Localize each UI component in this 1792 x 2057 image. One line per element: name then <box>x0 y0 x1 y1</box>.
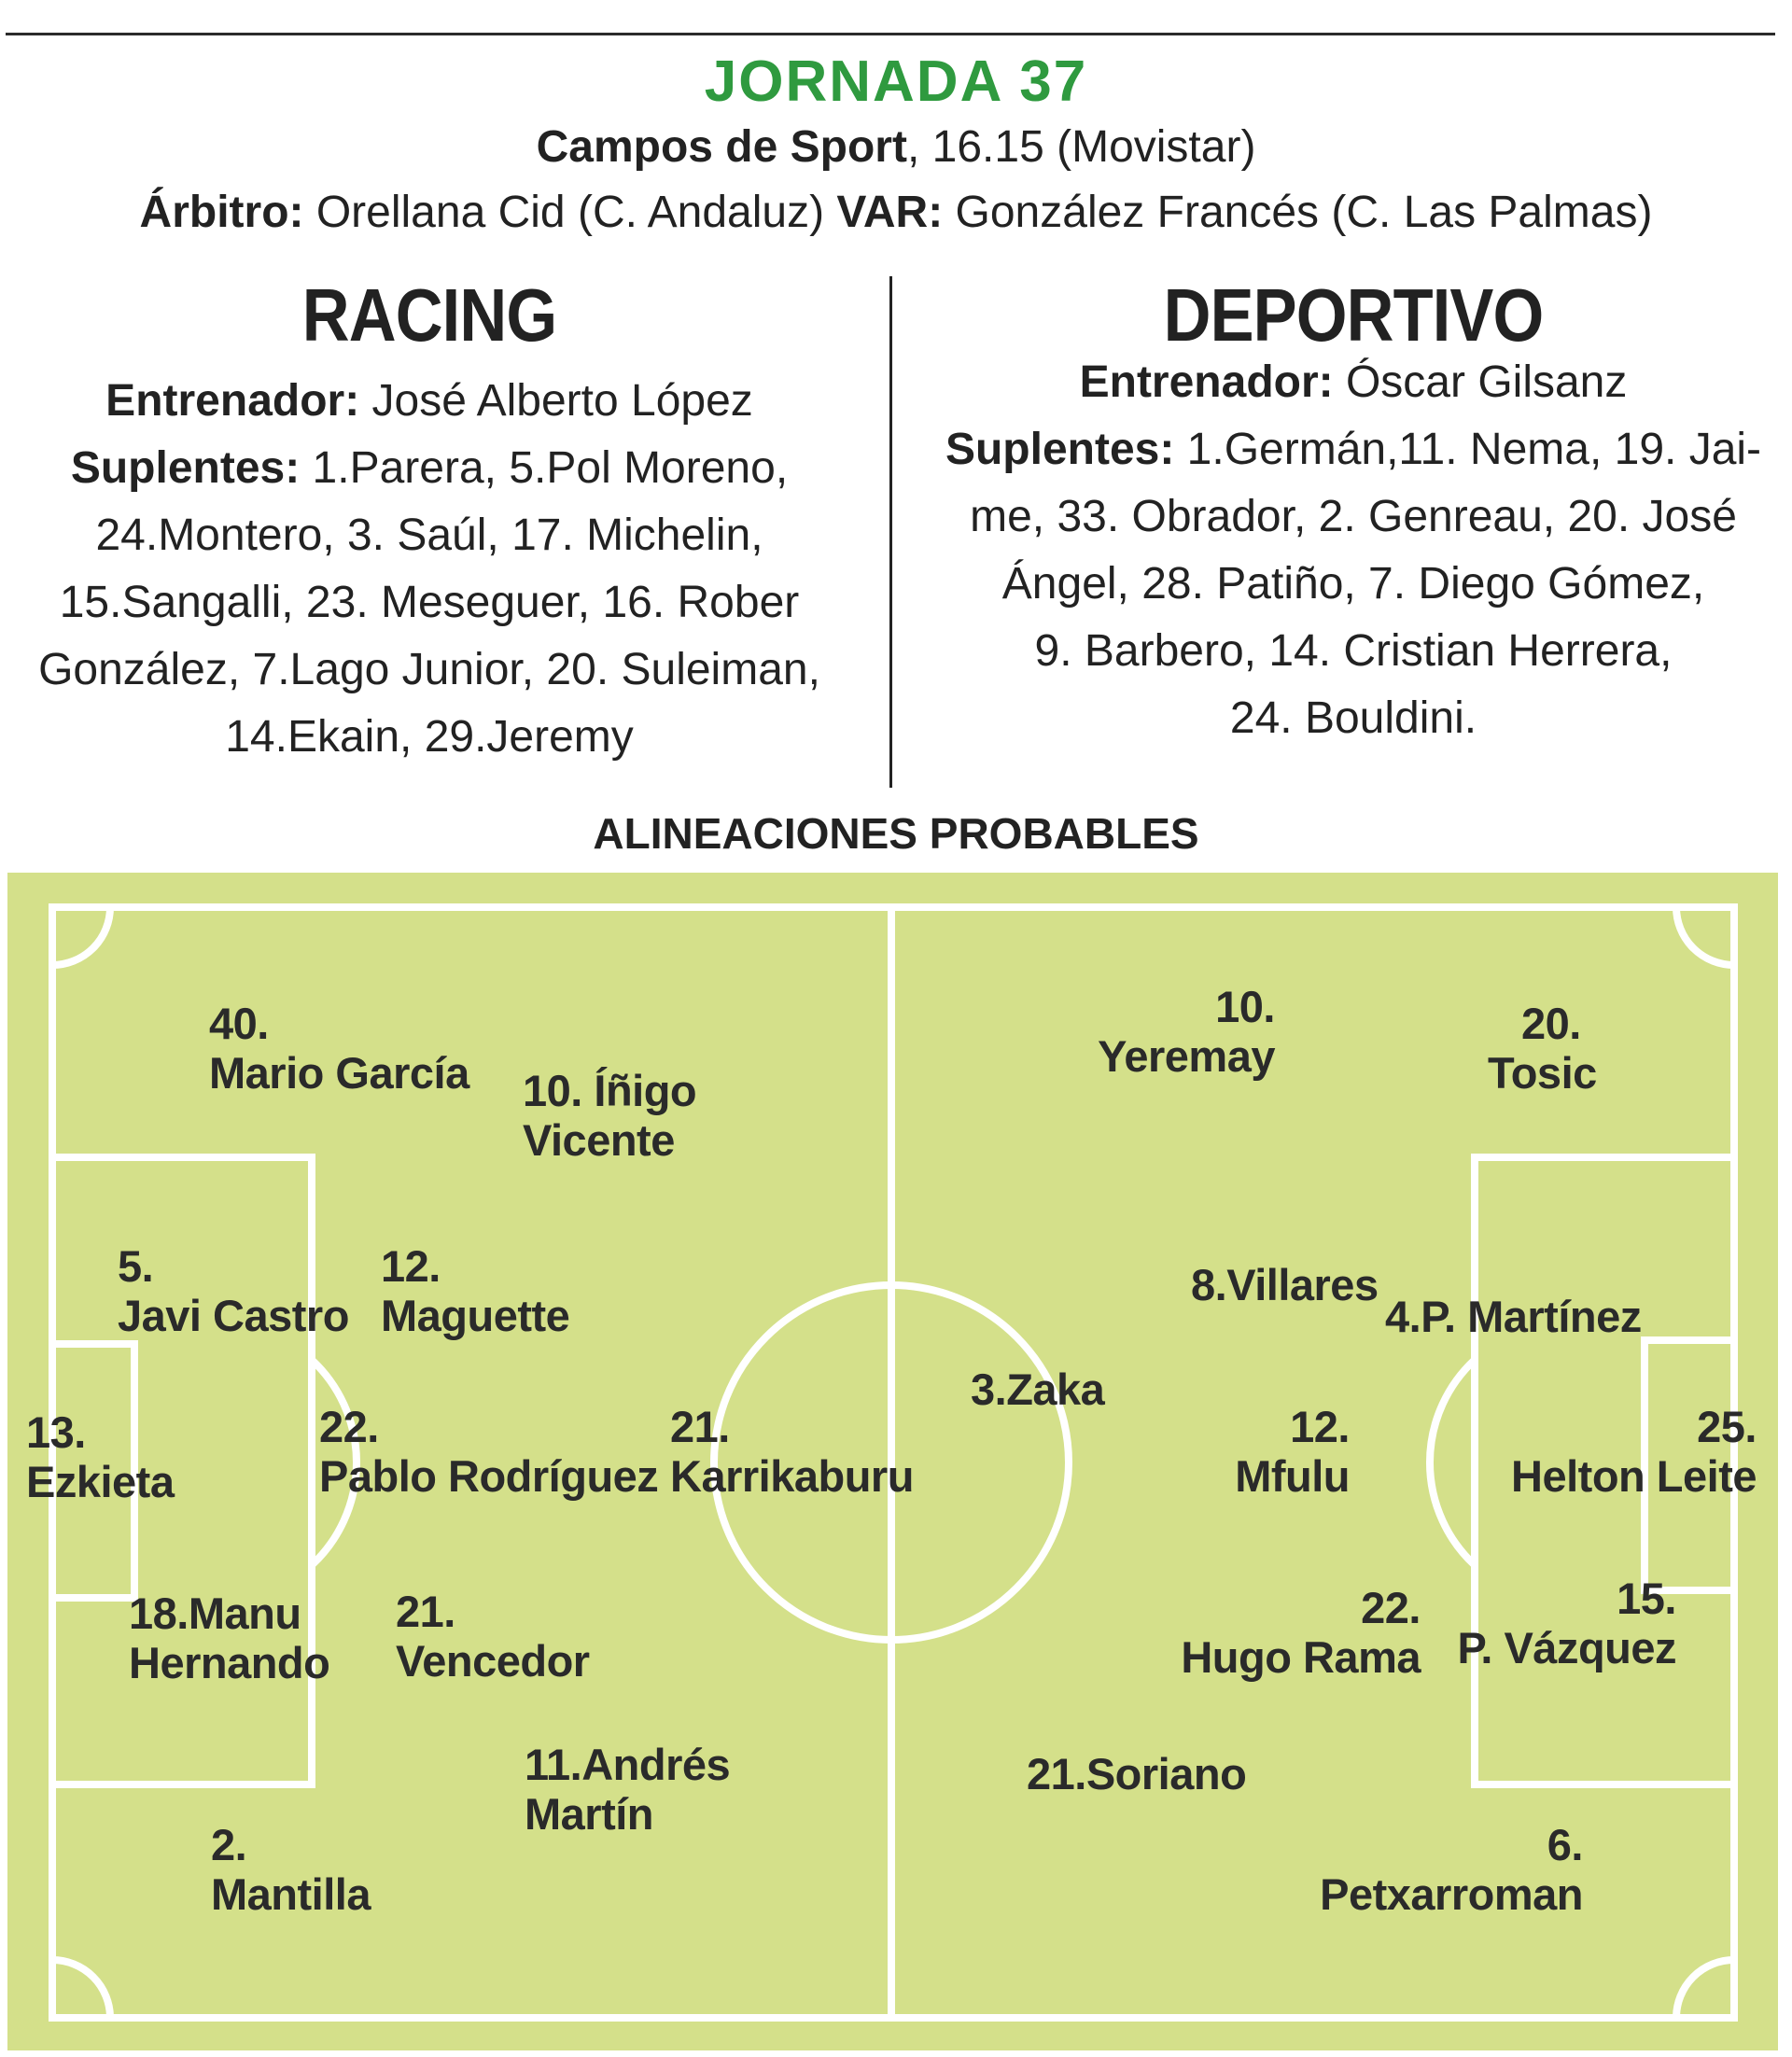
home-player <box>211 1820 371 1919</box>
home-player <box>670 1402 914 1501</box>
player-number: 18.Manu <box>129 1588 301 1638</box>
player-name: 21.Soriano <box>1027 1749 1247 1798</box>
player-number: 15. <box>1617 1574 1676 1623</box>
home-player <box>381 1241 569 1340</box>
player-name: Hernando <box>129 1638 330 1687</box>
home-player <box>26 1407 174 1506</box>
player-name: 8.Villares <box>1191 1260 1379 1309</box>
player-name: Mantilla <box>211 1869 371 1919</box>
player-number: 2. <box>211 1820 247 1869</box>
player-name: Helton Leite <box>1511 1451 1757 1501</box>
home-subs-text: 1.Parera, 5.Pol Moreno, <box>300 443 789 493</box>
player-number: 13. <box>26 1407 86 1457</box>
away-player <box>971 1364 1104 1414</box>
player-number: 10. Íñigo <box>523 1066 697 1115</box>
away-coach-label: Entrenador: <box>1079 357 1334 407</box>
away-player <box>1385 1292 1642 1341</box>
player-number: 21. <box>396 1587 455 1636</box>
player-number: 22. <box>319 1402 379 1451</box>
player-name: Pablo Rodríguez <box>319 1451 659 1501</box>
home-coach-label: Entrenador: <box>105 376 360 426</box>
away-team-name: DEPORTIVO <box>1163 273 1544 357</box>
away-player <box>1167 1583 1421 1682</box>
player-name: Yeremay <box>1098 1031 1275 1081</box>
player-number: 25. <box>1697 1402 1757 1451</box>
var-name: González Francés (C. Las Palmas) <box>943 188 1653 237</box>
match-day-title: JORNADA 37 <box>704 49 1088 114</box>
away-coach-name: Óscar Gilsanz <box>1333 357 1628 407</box>
home-player <box>129 1588 329 1687</box>
player-number: 21. <box>670 1402 730 1451</box>
time-broadcast: , 16.15 (Movistar) <box>906 122 1256 172</box>
away-subs-line: Ángel, 28. Patiño, 7. Diego Gómez, <box>1001 559 1705 609</box>
home-team-name: RACING <box>301 273 557 357</box>
player-name: Hugo Rama <box>1181 1632 1421 1682</box>
player-name: Ezkieta <box>26 1457 175 1506</box>
referee-name: Orellana Cid (C. Andaluz) <box>303 188 837 237</box>
home-player <box>523 1066 696 1165</box>
home-player <box>209 999 469 1098</box>
player-name: Mario García <box>209 1048 469 1098</box>
home-player <box>525 1740 730 1839</box>
away-player <box>1288 1820 1583 1919</box>
player-number: 20. <box>1521 999 1581 1048</box>
player-number: 12. <box>381 1241 441 1291</box>
player-name: P. Vázquez <box>1457 1623 1676 1672</box>
player-name: Vencedor <box>396 1636 590 1686</box>
away-player <box>1027 1749 1246 1798</box>
player-name: Karrikaburu <box>670 1451 914 1501</box>
away-player <box>1027 982 1275 1081</box>
home-subs-line: 24.Montero, 3. Saúl, 17. Michelin, <box>95 511 763 560</box>
player-name: Maguette <box>381 1291 570 1340</box>
away-subs-label: Suplentes: <box>945 425 1175 474</box>
home-subs-line: González, 7.Lago Junior, 20. Suleiman, <box>38 645 820 694</box>
home-coach-name: José Alberto López <box>359 376 753 426</box>
player-name: Tosic <box>1488 1048 1597 1098</box>
away-player <box>1213 1402 1350 1501</box>
player-number: 10. <box>1215 982 1275 1031</box>
player-number: 11.Andrés <box>525 1740 731 1789</box>
home-subs-line: 15.Sangalli, 23. Meseguer, 16. Rober <box>59 578 800 627</box>
home-player <box>396 1587 590 1686</box>
stadium: Campos de Sport <box>536 122 907 172</box>
home-player <box>118 1241 349 1340</box>
player-number: 22. <box>1361 1583 1421 1632</box>
player-name: Petxarroman <box>1320 1869 1583 1919</box>
lineups-title: ALINEACIONES PROBABLES <box>593 809 1199 858</box>
player-name: Mfulu <box>1235 1451 1350 1501</box>
away-subs-line: me, 33. Obrador, 2. Genreau, 20. José <box>970 492 1737 541</box>
away-player <box>1488 999 1597 1098</box>
away-player <box>1191 1260 1379 1309</box>
player-name: Martín <box>525 1789 653 1839</box>
referee-label: Árbitro: <box>139 188 304 237</box>
home-player <box>319 1402 658 1501</box>
player-number: 6. <box>1547 1820 1583 1869</box>
var-label: VAR: <box>836 188 944 237</box>
home-subs-line: 14.Ekain, 29.Jeremy <box>225 712 634 762</box>
player-number: 12. <box>1290 1402 1350 1451</box>
away-subs-line: 24. Bouldini. <box>1229 693 1477 743</box>
player-name: 3.Zaka <box>971 1364 1105 1414</box>
away-subs-line: 9. Barbero, 14. Cristian Herrera, <box>1034 626 1673 676</box>
home-subs-label: Suplentes: <box>70 443 301 493</box>
player-number: 5. <box>118 1241 154 1291</box>
player-name: 4.P. Martínez <box>1385 1292 1642 1341</box>
away-player <box>1493 1402 1757 1501</box>
away-subs-text: 1.Germán,11. Nema, 19. Jai- <box>1174 425 1762 474</box>
player-name: Javi Castro <box>118 1291 349 1340</box>
away-player <box>1437 1574 1676 1672</box>
player-name: Vicente <box>523 1115 675 1165</box>
player-number: 40. <box>209 999 269 1048</box>
